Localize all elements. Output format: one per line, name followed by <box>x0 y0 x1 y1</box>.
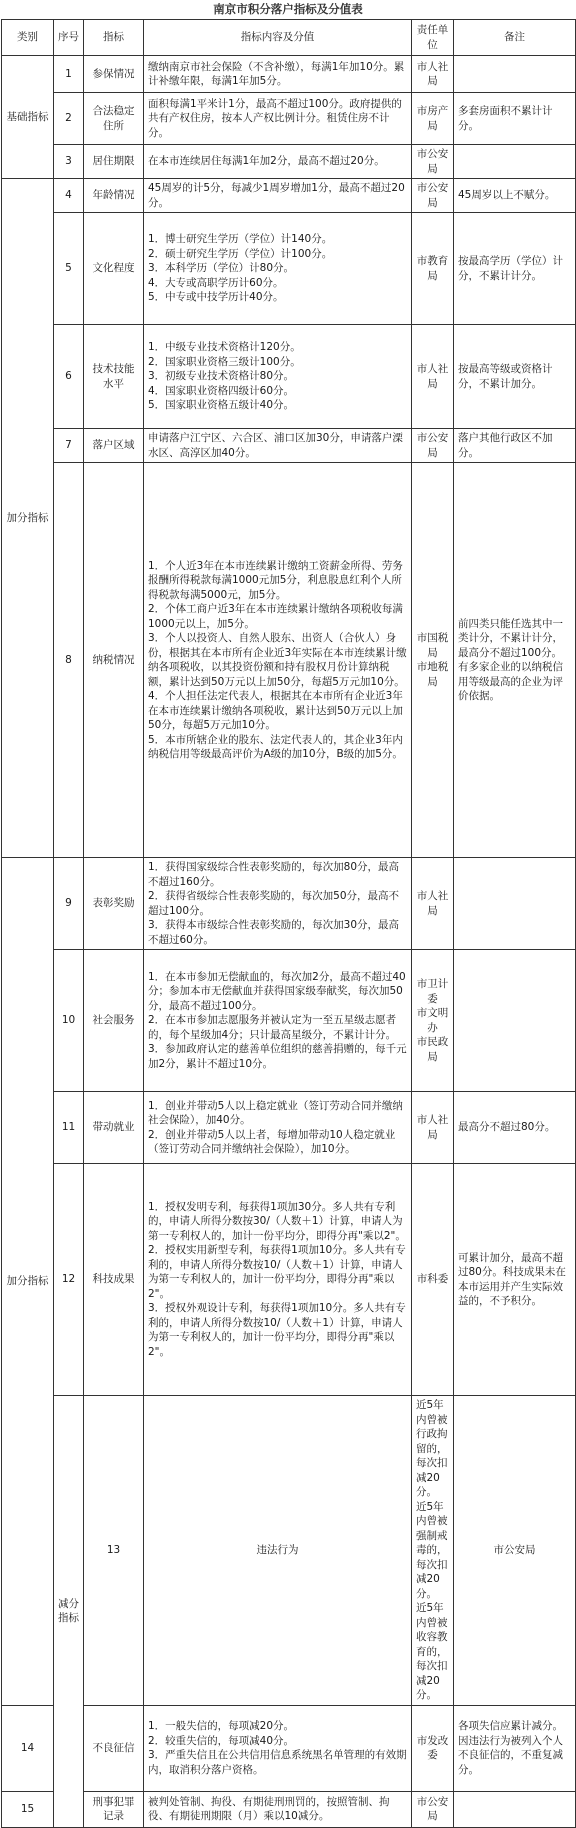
content-line: 1．博士研究生学历（学位）计140分。 <box>148 233 333 246</box>
indicator-content <box>144 213 412 325</box>
content-line: 近5年内曾被收容教育的，每次扣减20分。 <box>416 1602 448 1701</box>
content-line: 1．获得国家级综合性表彰奖励的，每次加80分，最高不超过160分。 <box>148 861 400 888</box>
responsible-unit: 市公安局 <box>412 145 454 179</box>
content-line: 1．创业并带动5人以上稳定就业（签订劳动合同并缴纳社会保险），加40分。 <box>148 1099 403 1126</box>
table-row <box>2 1791 576 1827</box>
content-line: 近5年内曾被行政拘留的，每次扣减20分。 <box>416 1399 448 1498</box>
responsible-unit: 市科委 <box>412 1164 454 1396</box>
indicator-content <box>144 1092 412 1164</box>
content-line: 近5年内曾被强制戒毒的，每次扣减20分。 <box>416 1500 448 1600</box>
indicator-content <box>144 56 412 93</box>
content-line: 5．国家职业资格五级计40分。 <box>148 399 295 412</box>
content-line: 3．授权外观设计专利，每获得1项加10分。多人共有专利的，申请人所得分数按10/（人数＋1）计算，申请人为第一专利权人的，加计一份平均分，即得分再"乘以2"。 <box>148 1302 406 1358</box>
indicator-content <box>144 1164 412 1396</box>
header-category: 类别 <box>2 20 54 56</box>
note-cell: 45周岁以上不赋分。 <box>454 179 576 213</box>
content-line: 2．获得省级综合性表彰奖励的，每次加50分，最高不超过100分。 <box>148 890 400 917</box>
row-number: 11 <box>54 1092 84 1164</box>
category-cell: 减分指标 <box>54 1396 84 1828</box>
row-number: 5 <box>54 213 84 325</box>
indicator-content <box>144 145 412 179</box>
content-line: 被判处管制、拘役、有期徒刑刑罚的，按照管制、拘役、有期徒刑期限（月）乘以10减分。 <box>148 1795 390 1822</box>
table-row <box>2 429 576 463</box>
responsible-unit: 市人社局 <box>412 1092 454 1164</box>
content-line: 缴纳南京市社会保险（不含补缴），每满1年加10分。累计补缴年限，每满1年加5分。 <box>148 60 405 87</box>
content-line: 4．个人担任法定代表人，根据其在本市所有企业近3年在本市连续累计缴纳各项税收，累计达到50万元以上加50分，每超5万元加10分。 <box>148 690 403 731</box>
indicator-name: 文化程度 <box>84 213 144 325</box>
content-line: 面积每满1平米计1分，最高不超过100分。政府提供的共有产权住房，按本人产权比例计分。租赁住房不计分。 <box>148 97 402 139</box>
indicator-name: 表彰奖励 <box>84 858 144 950</box>
table-row <box>2 463 576 858</box>
responsible-unit: 市公安局 <box>412 179 454 213</box>
note-cell: 各项失信应累计减分。因违法行为被列入个人不良征信的，不重复减分。 <box>454 1705 576 1791</box>
row-number: 4 <box>54 179 84 213</box>
responsible-unit: 市公安局 <box>454 1396 576 1706</box>
content-line: 3．严重失信且在公共信用信息系统黑名单管理的有效期内，取消积分落户资格。 <box>148 1749 407 1776</box>
content-line: 2．硕士研究生学历（学位）计100分。 <box>148 247 333 260</box>
content-line: 45周岁的计5分，每减少1周岁增加1分，最高不超过20分。 <box>148 182 405 209</box>
table-row <box>2 950 576 1092</box>
indicator-content <box>144 179 412 213</box>
note-cell: 多套房面积不累计计分。 <box>454 93 576 145</box>
table-row <box>2 179 576 213</box>
content-line: 申请落户江宁区、六合区、浦口区加30分，申请落户溧水区、高淳区加40分。 <box>148 432 403 459</box>
responsible-unit: 市公安局 <box>412 429 454 463</box>
header-note: 备注 <box>454 20 576 56</box>
row-number: 8 <box>54 463 84 858</box>
content-line: 1．在本市参加无偿献血的，每次加2分，最高不超过40分；参加本市无偿献血并获得国家级奉献奖，每次加50分，最高不超过100分。 <box>148 970 406 1012</box>
indicator-name: 参保情况 <box>84 56 144 93</box>
note-cell: 落户其他行政区不加分。 <box>454 429 576 463</box>
row-number: 6 <box>54 325 84 429</box>
header-row <box>2 20 576 56</box>
category-cell: 基础指标 <box>2 56 54 179</box>
indicator-name: 技术技能水平 <box>84 325 144 429</box>
note-cell: 最高分不超过80分。 <box>454 1092 576 1164</box>
content-line: 2．创业并带动5人以上者，每增加带动10人稳定就业（签订劳动合同并缴纳社会保险），加10分。 <box>148 1128 396 1155</box>
header-unit: 责任单位 <box>412 20 454 56</box>
table-row <box>2 1164 576 1396</box>
note-cell <box>454 145 576 179</box>
indicator-name: 纳税情况 <box>84 463 144 858</box>
indicator-name: 合法稳定住所 <box>84 93 144 145</box>
indicator-content <box>144 1705 412 1791</box>
content-line: 1．一般失信的，每项减20分。 <box>148 1720 295 1732</box>
indicator-name: 年龄情况 <box>84 179 144 213</box>
responsible-unit: 市人社局 <box>412 325 454 429</box>
row-number: 10 <box>54 950 84 1092</box>
content-line: 3．获得本市级综合性表彰奖励的，每次加30分，最高不超过60分。 <box>148 919 400 946</box>
indicator-name: 居住期限 <box>84 145 144 179</box>
note-cell: 前四类只能任选其中一类计分，不累计计分，最高分不超过100分。有多家企业的以纳税信用等级最高的企业为评价依据。 <box>454 463 576 858</box>
table-row <box>2 858 576 950</box>
header-no: 序号 <box>54 20 84 56</box>
table-row <box>2 1396 576 1706</box>
note-cell <box>454 56 576 93</box>
indicator-content <box>144 463 412 858</box>
table-row <box>2 93 576 145</box>
table-row <box>2 56 576 93</box>
category-cell: 加分指标 <box>2 858 54 1706</box>
responsible-unit: 市房产局 <box>412 93 454 145</box>
header-content: 指标内容及分值 <box>144 20 412 56</box>
row-number: 2 <box>54 93 84 145</box>
row-number: 9 <box>54 858 84 950</box>
content-line: 2．个体工商户近3年在本市连续累计缴纳各项税收每满1000元以上，加5分。 <box>148 603 403 630</box>
table-row <box>2 1705 576 1791</box>
header-indicator: 指标 <box>84 20 144 56</box>
content-line: 在本市连续居住每满1年加2分，最高不超过20分。 <box>148 155 385 168</box>
content-line: 5．本市所辖企业的股东、法定代表人的，其企业3年内纳税信用等级最高评价为A级的加10分，B级的加5分。 <box>148 733 403 760</box>
responsible-unit: 市发改委 <box>412 1705 454 1791</box>
row-number: 13 <box>84 1396 144 1706</box>
note-cell: 按最高学历（学位）计分，不累计计分。 <box>454 213 576 325</box>
responsible-unit: 市国税局 市地税局 <box>412 463 454 858</box>
responsible-unit: 市公安局 <box>412 1791 454 1827</box>
content-line: 1．个人近3年在本市连续累计缴纳工资薪金所得、劳务报酬所得税款每满1000元加5分，利息股息红利个人所得税款每满5000元，加5分。 <box>148 559 403 601</box>
note-cell: 按最高等级或资格计分，不累计加分。 <box>454 325 576 429</box>
table-row <box>2 145 576 179</box>
content-line: 2．授权实用新型专利，每获得1项加10分。多人共有专利的，申请人所得分数按10/（人数＋1）计算，申请人为第一专利权人的，加计一份平均分，即得分再"乘以2"。 <box>148 1244 406 1300</box>
indicator-name: 带动就业 <box>84 1092 144 1164</box>
content-line: 4．大专或高职学历计60分。 <box>148 276 284 289</box>
content-line: 3．参加政府认定的慈善单位组织的慈善捐赠的，每千元加2分，累计不超过10分。 <box>148 1043 407 1070</box>
note-cell <box>454 858 576 950</box>
content-line: 1．中级专业技术资格计120分。 <box>148 341 301 354</box>
note-cell: 可累计加分，最高不超过80分。科技成果未在本市运用并产生实际效益的，不予积分。 <box>454 1164 576 1396</box>
row-number: 14 <box>2 1705 54 1791</box>
indicator-content <box>144 950 412 1092</box>
indicator-name: 社会服务 <box>84 950 144 1092</box>
note-cell <box>454 950 576 1092</box>
row-number: 1 <box>54 56 84 93</box>
table-row <box>2 325 576 429</box>
content-line: 5．中专或中技学历计40分。 <box>148 291 284 304</box>
row-number: 3 <box>54 145 84 179</box>
content-line: 3．个人以投资人、自然人股东、出资人（合伙人）身份，根据其在本市所有企业近3年实际在本市连续累计缴纳各项税收，以其投资份额和持有股权月份计算纳税额，累计达到50万元以上加50分，每超5万元加10分。 <box>148 632 407 688</box>
content-line: 4．国家职业资格四级计60分。 <box>148 384 295 397</box>
indicator-name: 刑事犯罪记录 <box>84 1791 144 1827</box>
indicator-content <box>144 325 412 429</box>
row-number: 12 <box>54 1164 84 1396</box>
responsible-unit: 市卫计委 市文明办 市民政局 <box>412 950 454 1092</box>
responsible-unit: 市人社局 <box>412 858 454 950</box>
content-line: 1．授权发明专利，每获得1项加30分。多人共有专利的，申请人所得分数按30/（人数＋1）计算，申请人为第一专利权人的，加计一份平均分，即得分再"乘以2"。 <box>148 1200 406 1242</box>
content-line: 3．本科学历（学位）计80分。 <box>148 262 295 275</box>
table-row <box>2 213 576 325</box>
indicator-content <box>144 429 412 463</box>
note-cell <box>454 1791 576 1827</box>
indicator-name: 违法行为 <box>144 1396 412 1706</box>
indicator-content <box>144 1791 412 1827</box>
indicator-name: 不良征信 <box>84 1705 144 1791</box>
content-line: 2．较重失信的，每项减40分。 <box>148 1734 295 1747</box>
indicator-name: 科技成果 <box>84 1164 144 1396</box>
row-number: 7 <box>54 429 84 463</box>
points-table <box>1 19 576 1828</box>
table-row <box>2 1092 576 1164</box>
indicator-content <box>144 858 412 950</box>
indicator-content <box>412 1396 454 1706</box>
responsible-unit: 市教育局 <box>412 213 454 325</box>
category-cell: 加分指标 <box>2 179 54 858</box>
indicator-content <box>144 93 412 145</box>
indicator-name: 落户区域 <box>84 429 144 463</box>
row-number: 15 <box>2 1791 54 1827</box>
content-line: 3．初级专业技术资格计80分。 <box>148 370 295 383</box>
content-line: 2．在本市参加志愿服务并被认定为一至五星级志愿者的，每个星级加4分；只计最高星级分，不累计计分。 <box>148 1014 397 1041</box>
content-line: 2．国家职业资格三级计100分。 <box>148 355 301 368</box>
responsible-unit: 市人社局 <box>412 56 454 93</box>
page-title: 南京市积分落户指标及分值表 <box>213 2 363 16</box>
